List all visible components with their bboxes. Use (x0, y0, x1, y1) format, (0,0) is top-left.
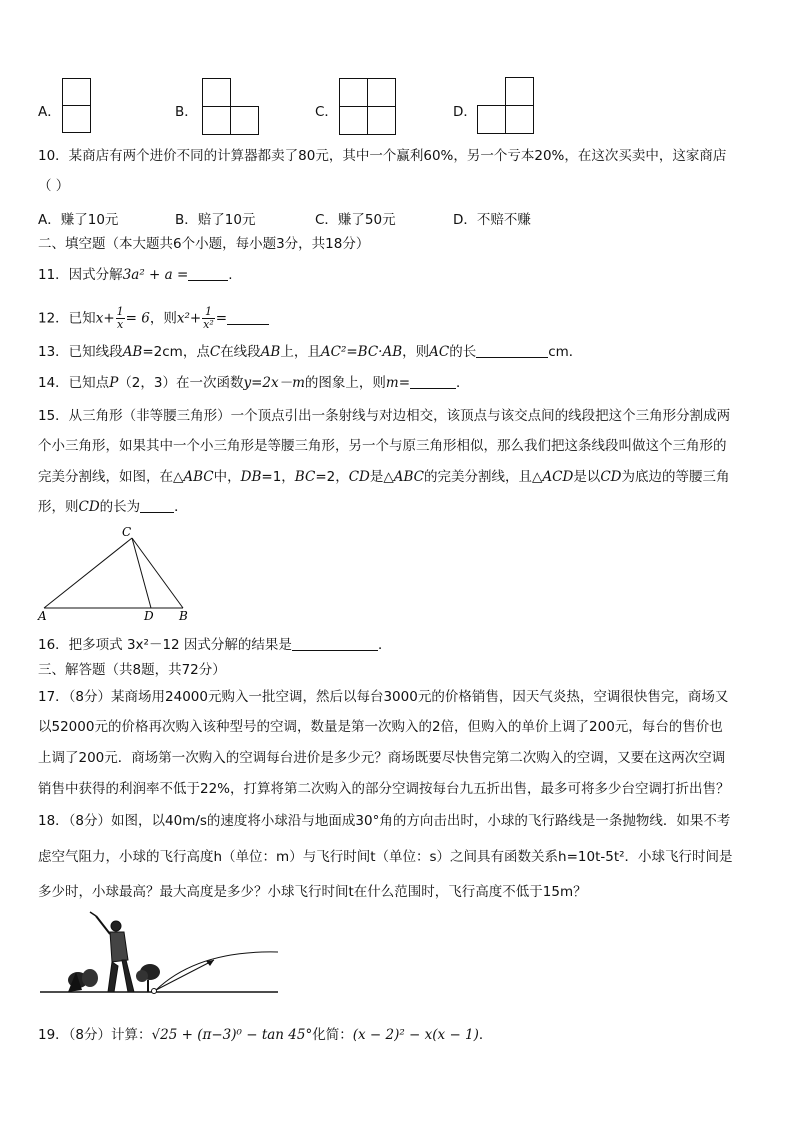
q12-frac2-den: x² (203, 318, 214, 331)
q15-l3f: 为底边的等腰三角 (621, 469, 730, 485)
q19-end: ． (478, 1027, 493, 1043)
q11-suffix: . (228, 267, 233, 283)
q10-option-a[interactable]: A．赚了10元 (38, 212, 119, 228)
q13-ab2: AB (260, 344, 281, 360)
q12 (38, 306, 269, 331)
q15-cd: CD (348, 469, 370, 485)
q16-answer-blank[interactable] (292, 636, 378, 651)
q14 (38, 374, 470, 392)
q15-eq2: =2， (315, 469, 349, 485)
q14-text-a: 14．已知点 (38, 375, 110, 391)
q15-l3b: 中， (213, 469, 241, 485)
q12-fraction-2 (202, 306, 215, 331)
q12-frac1-num: 1 (116, 305, 124, 318)
q13-ac: AC (429, 344, 450, 360)
ball-icon (152, 989, 157, 994)
q15-l3e: 是以 (573, 469, 601, 485)
q17-line1: 17．（8分）某商场用24000元购入一批空调，然后以每台3000元的价格销售，因天气炎热，空调很快售完，商场又 (38, 689, 729, 705)
q15-line3 (38, 468, 729, 486)
q17-line3: 上调了200元．商场第一次购入的空调每台进价是多少元？商场既要尽快售完第二次购入的空调，又要在这两次空调 (38, 750, 726, 766)
q15-l3c: 是△ (369, 469, 394, 485)
q13-c: C (209, 344, 221, 360)
q12-frac1-den: x (117, 318, 124, 331)
q10-option-d[interactable]: D．不赔不赚 (453, 212, 531, 228)
q17-line4: 销售中获得的利润率不低于22%，打算将第二次购入的部分空调按每台九五折出售，最多可将多少台空调打折出售？ (38, 781, 730, 797)
q17-line2: 以52000元的价格再次购入该种型号的空调，数量是第一次购入的2倍，但购入的单价上调了200元，每台的售价也 (38, 719, 723, 735)
q19-mid: 化简： (312, 1027, 353, 1043)
q14-function: y=2x－m (243, 375, 305, 391)
q15-acd: ACD (542, 469, 574, 485)
q14-end: ． (456, 375, 470, 391)
q12-frac2-num: 1 (202, 306, 215, 319)
q13-on: 在线段 (220, 344, 261, 360)
segment-ac (44, 538, 132, 608)
q18-line2: 虑空气阻力，小球的飞行高度h（单位：m）与飞行时间t（单位：s）之间具有函数关系h=10t-5t²．小球飞行时间是 (38, 849, 733, 865)
q12-fraction-1 (116, 306, 125, 331)
q14-answer-blank[interactable] (410, 374, 456, 389)
q13 (38, 343, 582, 361)
trajectory-curve (156, 952, 278, 990)
q15-l4b: 的长为 (99, 499, 141, 515)
q15-cd3: CD (78, 499, 100, 515)
bush-right-icon (136, 964, 160, 992)
segment-cd (132, 538, 151, 608)
q19 (38, 1026, 492, 1044)
q15-l3a: 完美分割线，如图，在△ (38, 469, 184, 485)
q12-eq6: = 6 (125, 310, 150, 327)
velocity-arrow (156, 960, 214, 990)
q13-condition-expr: AC²=BC·AB (320, 344, 403, 360)
q16-text: 16．把多项式 3x²－12 因式分解的结果是 (38, 637, 292, 653)
section-3-heading: 三、解答题（共8题，共72分） (38, 662, 226, 678)
q12-plus2: + (189, 310, 202, 327)
q10-option-b[interactable]: B．赔了10元 (175, 212, 256, 228)
q15-cd2: CD (600, 469, 622, 485)
q15-abc: ABC (183, 469, 214, 485)
q10-line2: （ ） (38, 178, 70, 194)
q15-eq1: =1， (261, 469, 295, 485)
q13-len: 的长 (449, 344, 477, 360)
q13-cond: 上，且 (280, 344, 321, 360)
q10-option-c[interactable]: C．赚了50元 (315, 212, 396, 228)
q13-then: ，则 (402, 344, 430, 360)
q12-prefix: 12．已知 (38, 310, 96, 327)
q12-eq: = (215, 310, 228, 327)
q9-option-a[interactable]: A． (38, 104, 61, 120)
q14-m: m= (385, 375, 411, 391)
q18-line1: 18．（8分）如图，以40m/s的速度将小球沿与地面成30°角的方向击出时，小球的飞行路线是一条抛物线．如果不考 (38, 813, 731, 829)
q9-figure-c (339, 78, 397, 136)
q12-then: ，则 (149, 310, 177, 327)
q12-x: x (95, 310, 104, 327)
q13-ab: AB (122, 344, 143, 360)
q9-figure-b (202, 78, 262, 136)
q15-line1: 15．从三角形（非等腰三角形）一个顶点引出一条射线与对边相交，该顶点与该交点间的线段把这个三角形分割成两 (38, 408, 731, 424)
bush-left-icon (68, 969, 98, 992)
q15-l4c: ． (174, 499, 188, 515)
q11-expr: 3a² + a = (122, 267, 189, 283)
q15-db: DB (240, 469, 262, 485)
q11 (38, 266, 233, 284)
q19-expr1: √25 + (π−3)⁰ − tan 45° (151, 1027, 313, 1043)
q16 (38, 636, 391, 654)
q10-line1: 10．某商店有两个进价不同的计算器都卖了80元，其中一个赢利60%，另一个亏本20%，在这次买卖中，这家商店 (38, 148, 727, 164)
q15-abc2: ABC (393, 469, 425, 485)
q14-rest: 的图象上，则 (304, 375, 386, 391)
q13-unit: cm． (548, 344, 583, 360)
q9-option-b[interactable]: B． (175, 104, 198, 120)
q12-x2: x² (176, 310, 190, 327)
q14-coord: （2，3）在一次函数 (118, 375, 244, 391)
q13-eq2cm: =2cm，点 (142, 344, 210, 360)
q11-prefix: 11．因式分解 (38, 267, 123, 283)
section-2-heading: 二、填空题（本大题共6个小题，每小题3分，共18分） (38, 236, 370, 252)
q9-figure-a (62, 78, 92, 134)
q15-l4a: 形，则 (38, 499, 79, 515)
q14-p: P (109, 375, 119, 391)
q15-bc: BC (294, 469, 316, 485)
q13-answer-blank[interactable] (476, 343, 548, 358)
q18-golf-figure (38, 910, 288, 1012)
label-a: A (38, 609, 47, 623)
q15-line4 (38, 498, 188, 516)
q18-line3: 多少时，小球最高？最大高度是多少？小球飞行时间t在什么范围时，飞行高度不低于15m？ (38, 884, 587, 900)
label-b: B (179, 609, 188, 623)
q9-figure-d (477, 77, 537, 135)
q19-prefix: 19．（8分）计算： (38, 1027, 152, 1043)
q9-option-c[interactable]: C． (315, 104, 338, 120)
label-c: C (122, 525, 132, 539)
q19-expr2: (x − 2)² − x(x − 1) (352, 1027, 479, 1043)
q15-triangle-figure (36, 524, 196, 624)
label-d: D (144, 609, 154, 623)
segment-cb (132, 538, 183, 608)
q12-plus: + (103, 310, 115, 327)
q13-text-a: 13．已知线段 (38, 344, 123, 360)
q15-l3d: 的完美分割线，且△ (424, 469, 543, 485)
q9-option-d[interactable]: D． (453, 104, 477, 120)
q16-end: ． (377, 637, 392, 653)
q15-answer-blank[interactable] (140, 498, 174, 513)
q12-answer-blank[interactable] (227, 310, 269, 325)
q15-line2: 个小三角形，如果其中一个小三角形是等腰三角形，另一个与原三角形相似，那么我们把这条线段叫做这个三角形的 (38, 438, 727, 454)
q11-answer-blank[interactable] (188, 266, 228, 281)
